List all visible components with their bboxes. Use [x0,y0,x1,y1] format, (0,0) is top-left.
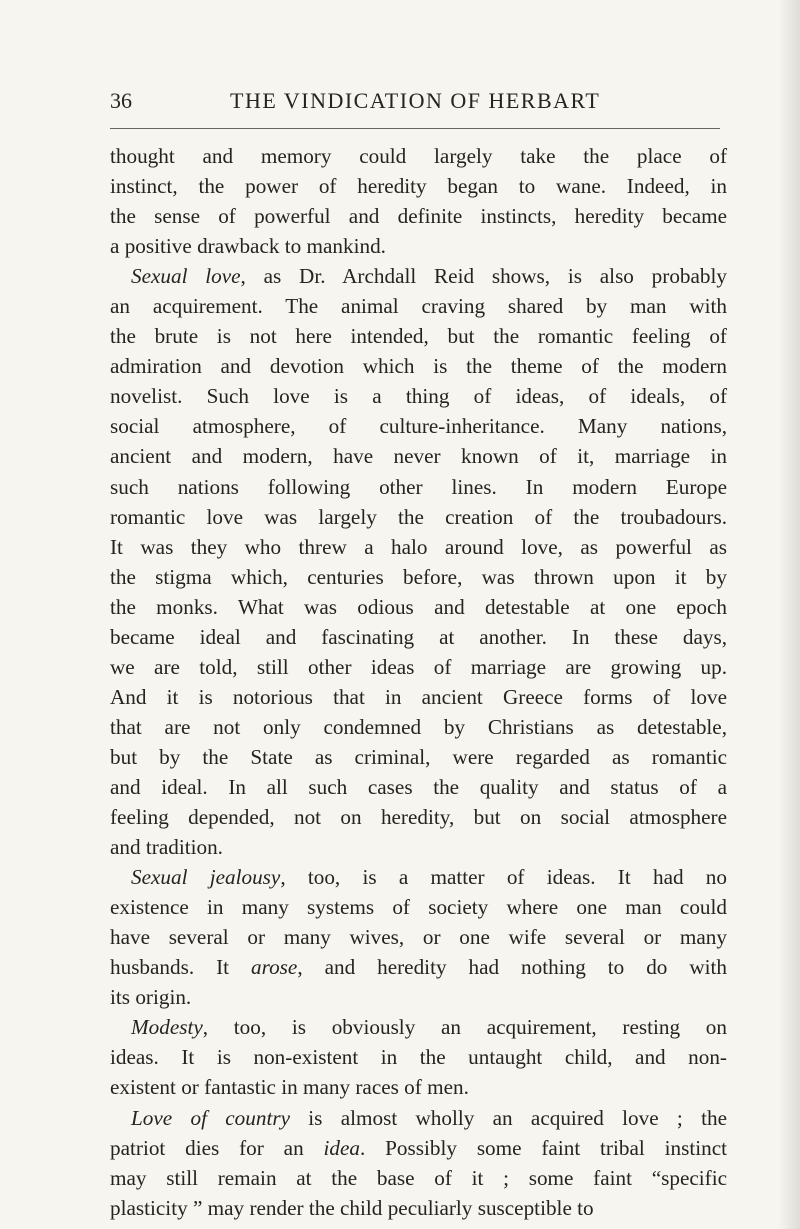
text-run: we are told, still other ideas of marriage are growing up. [110,654,727,679]
text-line [110,832,727,862]
text-run: patriot dies for an [110,1135,324,1160]
text-line [110,381,727,411]
text-run: existent or fantastic in many races of men. [110,1075,469,1100]
text-line [110,291,727,321]
text-run: It was they who threw a halo around love, as powerful as [110,534,727,559]
text-line [110,952,727,982]
text-line [110,742,727,772]
text-run: an acquirement. The animal craving shared by man with [110,294,727,319]
italic-text: Modesty [131,1015,203,1040]
text-line [110,351,727,381]
text-run: became ideal and fascinating at another. In these days, [110,624,727,649]
text-line [110,862,727,892]
header-rule [110,128,720,129]
text-line [110,682,727,712]
text-run: , too, is a matter of ideas. It had no [280,865,727,890]
text-line [110,562,727,592]
text-run: , as Dr. Archdall Reid shows, is also probably [240,264,727,289]
text-run: husbands. It [110,955,252,980]
text-run: ancient and modern, have never known of it, marriage in [110,444,727,469]
text-line [110,1072,727,1102]
text-line [110,171,727,201]
running-title: THE VINDICATION OF HERBART [230,88,601,113]
text-line [110,261,727,291]
text-run: . Possibly some faint tribal instinct [360,1135,727,1160]
text-run: the brute is not here intended, but the romantic feeling of [110,324,727,349]
text-line [110,441,727,471]
text-run: , and heredity had nothing to do with [297,955,727,980]
italic-text: idea [323,1135,360,1160]
text-line [110,1193,727,1223]
italic-text: arose [251,955,298,980]
text-line [110,1012,727,1042]
text-line [110,201,727,231]
text-line [110,982,727,1012]
text-line [110,502,727,532]
text-line [110,892,727,922]
text-run: instinct, the power of heredity began to wane. Indeed, in [110,174,727,199]
text-line [110,411,727,441]
text-run: a positive drawback to mankind. [110,234,386,259]
text-line [110,772,727,802]
text-line [110,1163,727,1193]
text-run: is almost wholly an acquired love ; the [289,1105,728,1130]
text-run: And it is notorious that in ancient Greece forms of love [110,684,727,709]
text-run: such nations following other lines. In modern Europe [110,474,727,499]
text-line [110,472,727,502]
text-run: the sense of powerful and definite instincts, heredity became [110,204,727,229]
text-run: its origin. [110,985,192,1010]
text-line [110,231,727,261]
page-number: 36 [110,88,132,113]
text-line [110,922,727,952]
text-line [110,1042,727,1072]
body-text [110,141,727,1223]
text-run: feeling depended, not on heredity, but on social atmosphere [110,805,727,830]
text-run: and ideal. In all such cases the quality and status of a [110,774,727,799]
text-line [110,532,727,562]
text-run: social atmosphere, of culture-inheritance. Many nations, [110,414,727,439]
italic-text: Sexual jealousy [131,865,281,890]
text-run: novelist. Such love is a thing of ideas, of ideals, of [110,384,727,409]
text-run: , too, is obviously an acquirement, resting on [202,1015,727,1040]
text-run: admiration and devotion which is the theme of the modern [110,354,727,379]
text-run: but by the State as criminal, were regarded as romantic [110,744,727,769]
text-run: the monks. What was odious and detestable at one epoch [110,594,727,619]
text-line [110,141,727,171]
text-run: plasticity ” may render the child peculiarly susceptible to [110,1195,594,1220]
text-run: the stigma which, centuries before, was thrown upon it by [110,564,727,589]
text-line [110,802,727,832]
running-head [110,86,720,126]
text-line [110,652,727,682]
text-line [110,622,727,652]
text-run: existence in many systems of society where one man could [110,895,727,920]
italic-text: Love of country [131,1105,290,1130]
text-line [110,712,727,742]
text-line [110,1103,727,1133]
text-line [110,592,727,622]
text-run: thought and memory could largely take the place of [110,144,727,168]
text-run: ideas. It is non-existent in the untaught child, and non- [110,1045,727,1070]
text-run: and tradition. [110,835,223,860]
text-run: have several or many wives, or one wife several or many [110,925,727,950]
italic-text: Sexual love [131,264,241,289]
page-edge-shadow [778,0,800,1229]
text-run: that are not only condemned by Christians as detestable, [110,714,727,739]
text-run: romantic love was largely the creation of the troubadours. [110,504,727,529]
text-line [110,1133,727,1163]
text-run: may still remain at the base of it ; some faint “specific [110,1165,727,1190]
text-line [110,321,727,351]
